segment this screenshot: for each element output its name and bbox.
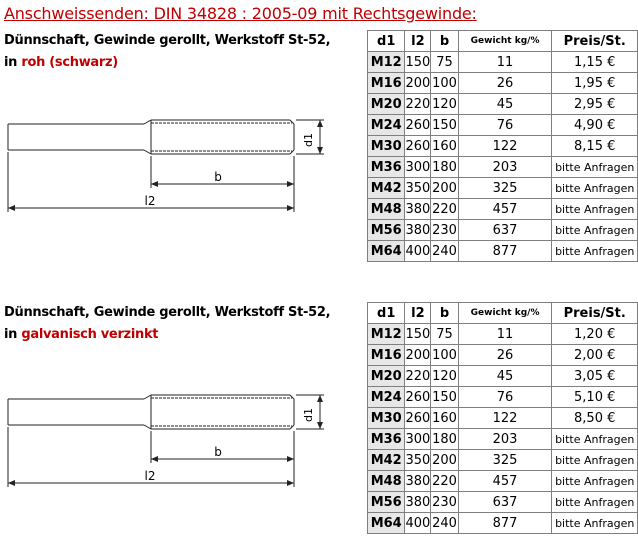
price-cell: 8,15 €	[552, 136, 638, 157]
weight-cell: 457	[458, 199, 552, 220]
page-title: Anschweissenden: DIN 34828 : 2005-09 mit Rechtsgewinde:	[4, 4, 477, 23]
table-row	[368, 387, 638, 408]
size-cell: M20	[368, 366, 405, 387]
size-cell: M42	[368, 178, 405, 199]
weight-cell: 122	[458, 408, 552, 429]
section-1-description	[4, 30, 330, 74]
size-cell: M20	[368, 94, 405, 115]
d1-dimension-label: d1	[302, 133, 315, 147]
weight-cell: 76	[458, 387, 552, 408]
price-cell: bitte Anfragen	[552, 492, 638, 513]
price-cell: bitte Anfragen	[552, 471, 638, 492]
section-2-price-table	[367, 302, 638, 534]
size-cell: M12	[368, 52, 405, 73]
table-row	[368, 136, 638, 157]
weight-cell: 11	[458, 324, 552, 345]
b-dimension-label: b	[214, 170, 222, 184]
length-cell: 380	[405, 471, 431, 492]
weight-cell: 325	[458, 178, 552, 199]
d1-dimension-label: d1	[302, 408, 315, 422]
weight-cell: 122	[458, 136, 552, 157]
thread-length-cell: 120	[431, 94, 458, 115]
l2-dimension-label: l2	[144, 194, 156, 208]
thread-length-cell: 200	[431, 450, 458, 471]
table-row	[368, 52, 638, 73]
header-price: Preis/St.	[552, 303, 638, 324]
price-cell: 2,00 €	[552, 345, 638, 366]
length-cell: 220	[405, 366, 431, 387]
price-cell: 1,20 €	[552, 324, 638, 345]
length-cell: 150	[405, 52, 431, 73]
price-cell: bitte Anfragen	[552, 220, 638, 241]
description-line-2: in galvanisch verzinkt	[4, 327, 159, 342]
weight-cell: 45	[458, 366, 552, 387]
thread-length-cell: 75	[431, 52, 458, 73]
length-cell: 200	[405, 73, 431, 94]
thread-length-cell: 180	[431, 157, 458, 178]
length-cell: 150	[405, 324, 431, 345]
table-row	[368, 513, 638, 534]
header-price: Preis/St.	[552, 31, 638, 52]
weight-cell: 76	[458, 115, 552, 136]
table-row	[368, 324, 638, 345]
weight-cell: 457	[458, 471, 552, 492]
table-row	[368, 345, 638, 366]
thread-length-cell: 240	[431, 241, 458, 262]
size-cell: M36	[368, 157, 405, 178]
size-cell: M24	[368, 115, 405, 136]
thread-length-cell: 230	[431, 220, 458, 241]
header-l2: l2	[405, 303, 431, 324]
thread-length-cell: 120	[431, 366, 458, 387]
size-cell: M48	[368, 199, 405, 220]
length-cell: 260	[405, 408, 431, 429]
price-cell: bitte Anfragen	[552, 513, 638, 534]
length-cell: 380	[405, 199, 431, 220]
size-cell: M64	[368, 241, 405, 262]
description-line-1: Dünnschaft, Gewinde gerollt, Werkstoff St-52,	[4, 33, 331, 48]
header-l2: l2	[405, 31, 431, 52]
table-row	[368, 178, 638, 199]
thread-length-cell: 160	[431, 136, 458, 157]
table-row	[368, 199, 638, 220]
size-cell: M36	[368, 429, 405, 450]
finish-label: galvanisch verzinkt	[21, 327, 159, 342]
table-row	[368, 157, 638, 178]
price-cell: bitte Anfragen	[552, 450, 638, 471]
length-cell: 380	[405, 492, 431, 513]
header-d1: d1	[368, 303, 405, 324]
length-cell: 380	[405, 220, 431, 241]
price-cell: 2,95 €	[552, 94, 638, 115]
thread-length-cell: 100	[431, 73, 458, 94]
header-b: b	[431, 31, 458, 52]
thread-length-cell: 220	[431, 199, 458, 220]
length-cell: 350	[405, 450, 431, 471]
size-cell: M48	[368, 471, 405, 492]
table-row	[368, 408, 638, 429]
header-weight: Gewicht kg/%	[458, 31, 552, 52]
length-cell: 300	[405, 429, 431, 450]
table-row	[368, 73, 638, 94]
length-cell: 260	[405, 115, 431, 136]
size-cell: M30	[368, 408, 405, 429]
size-cell: M24	[368, 387, 405, 408]
thread-length-cell: 150	[431, 387, 458, 408]
size-cell: M30	[368, 136, 405, 157]
thread-length-cell: 75	[431, 324, 458, 345]
size-cell: M12	[368, 324, 405, 345]
table-body	[368, 324, 638, 534]
price-cell: bitte Anfragen	[552, 199, 638, 220]
section-2-description	[4, 302, 330, 346]
weight-cell: 877	[458, 241, 552, 262]
table-row	[368, 220, 638, 241]
header-weight: Gewicht kg/%	[458, 303, 552, 324]
l2-dimension-label: l2	[144, 469, 156, 483]
price-cell: 1,95 €	[552, 73, 638, 94]
table-body	[368, 52, 638, 262]
weight-cell: 325	[458, 450, 552, 471]
length-cell: 400	[405, 241, 431, 262]
table-row	[368, 492, 638, 513]
weight-cell: 203	[458, 429, 552, 450]
price-cell: 1,15 €	[552, 52, 638, 73]
length-cell: 260	[405, 136, 431, 157]
price-cell: bitte Anfragen	[552, 241, 638, 262]
weight-cell: 637	[458, 220, 552, 241]
weight-cell: 637	[458, 492, 552, 513]
length-cell: 350	[405, 178, 431, 199]
size-cell: M56	[368, 220, 405, 241]
size-cell: M16	[368, 345, 405, 366]
finish-label: roh (schwarz)	[21, 55, 118, 70]
length-cell: 200	[405, 345, 431, 366]
section-1-technical-drawing	[4, 112, 334, 217]
table-row	[368, 471, 638, 492]
weight-cell: 45	[458, 94, 552, 115]
thread-length-cell: 180	[431, 429, 458, 450]
length-cell: 260	[405, 387, 431, 408]
table-header-row	[368, 31, 638, 52]
price-cell: 5,10 €	[552, 387, 638, 408]
table-row	[368, 94, 638, 115]
price-cell: bitte Anfragen	[552, 157, 638, 178]
section-2-technical-drawing	[4, 387, 334, 492]
table-row	[368, 429, 638, 450]
thread-length-cell: 100	[431, 345, 458, 366]
size-cell: M56	[368, 492, 405, 513]
thread-length-cell: 200	[431, 178, 458, 199]
b-dimension-label: b	[214, 445, 222, 459]
table-row	[368, 241, 638, 262]
weight-cell: 11	[458, 52, 552, 73]
description-line-1: Dünnschaft, Gewinde gerollt, Werkstoff St-52,	[4, 305, 331, 320]
length-cell: 300	[405, 157, 431, 178]
price-cell: bitte Anfragen	[552, 429, 638, 450]
table-header-row	[368, 303, 638, 324]
thread-length-cell: 220	[431, 471, 458, 492]
length-cell: 400	[405, 513, 431, 534]
price-cell: 3,05 €	[552, 366, 638, 387]
section-1-price-table	[367, 30, 638, 262]
price-cell: 8,50 €	[552, 408, 638, 429]
description-line-2: in roh (schwarz)	[4, 55, 118, 70]
price-cell: bitte Anfragen	[552, 178, 638, 199]
header-b: b	[431, 303, 458, 324]
weight-cell: 203	[458, 157, 552, 178]
length-cell: 220	[405, 94, 431, 115]
weight-cell: 26	[458, 345, 552, 366]
table-row	[368, 366, 638, 387]
price-cell: 4,90 €	[552, 115, 638, 136]
thread-length-cell: 230	[431, 492, 458, 513]
table-row	[368, 450, 638, 471]
thread-length-cell: 160	[431, 408, 458, 429]
table-row	[368, 115, 638, 136]
header-d1: d1	[368, 31, 405, 52]
thread-length-cell: 240	[431, 513, 458, 534]
thread-length-cell: 150	[431, 115, 458, 136]
size-cell: M42	[368, 450, 405, 471]
size-cell: M16	[368, 73, 405, 94]
weight-cell: 877	[458, 513, 552, 534]
size-cell: M64	[368, 513, 405, 534]
weight-cell: 26	[458, 73, 552, 94]
